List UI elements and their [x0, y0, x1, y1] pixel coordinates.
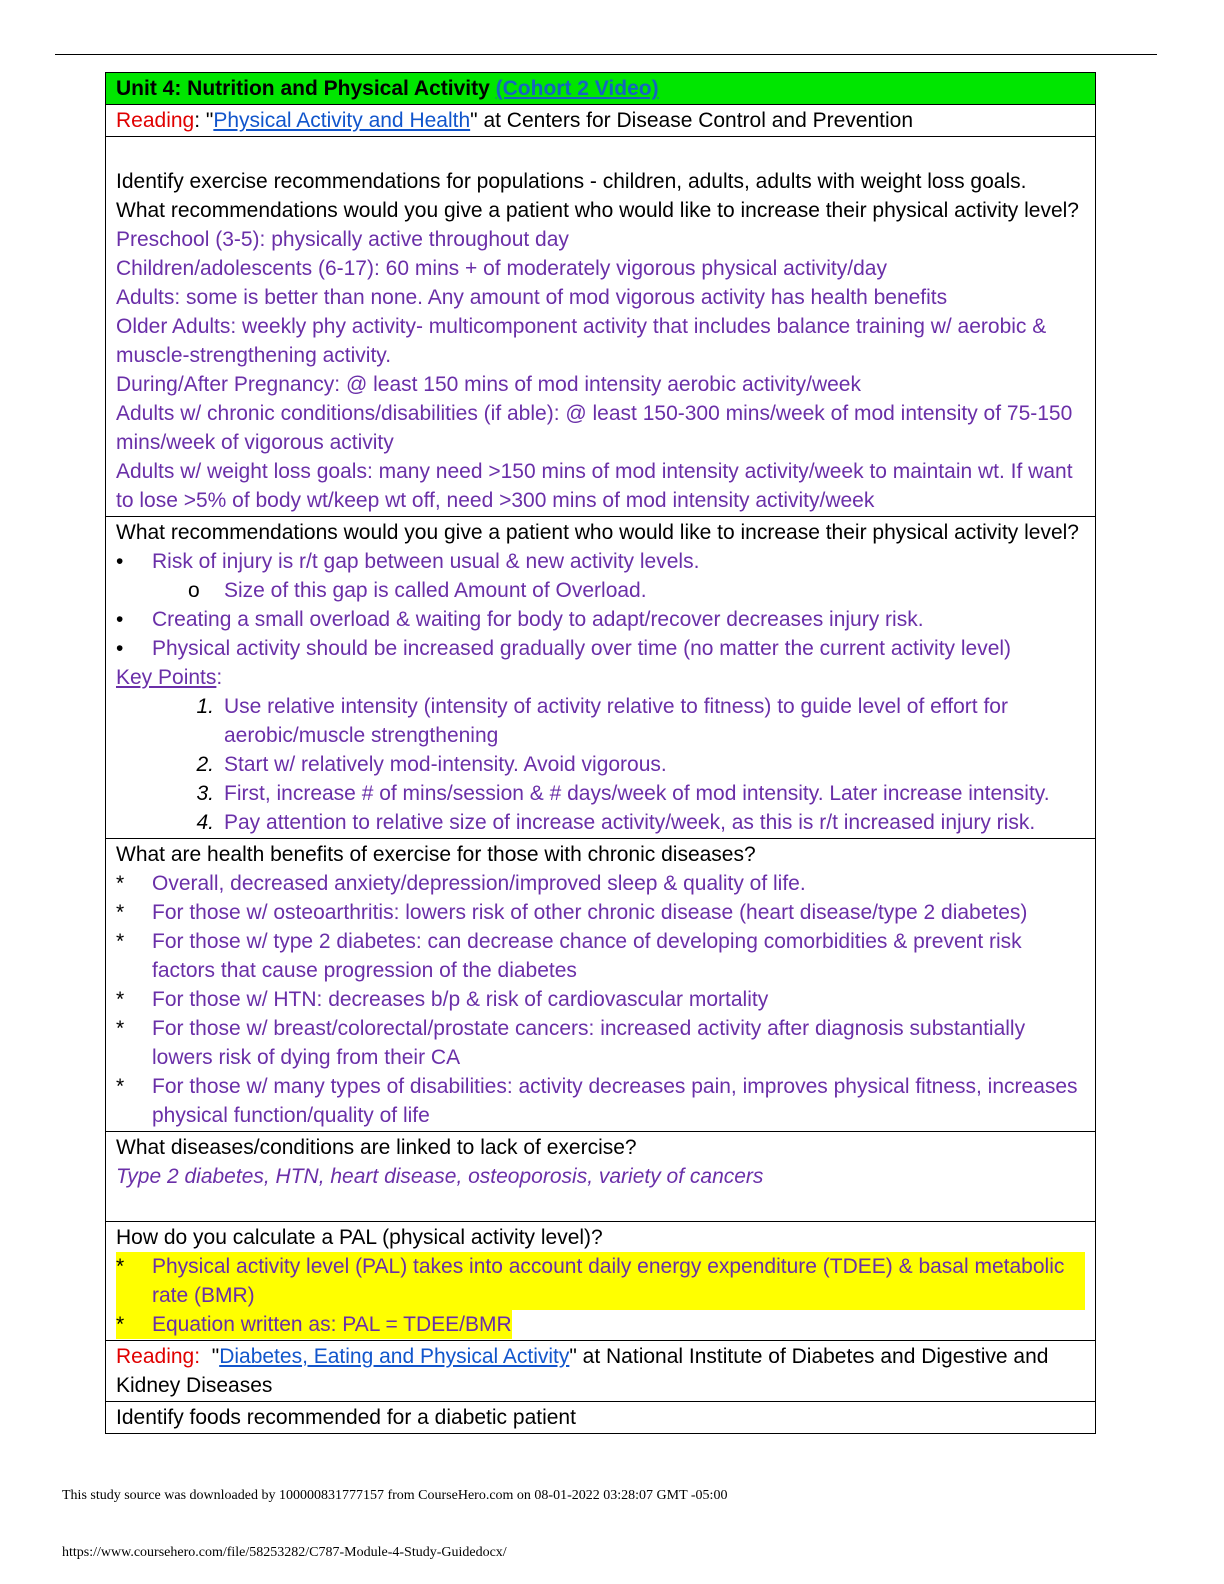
key-point-item [116, 779, 1085, 808]
answer-text: Type 2 diabetes, HTN, heart disease, osteoporosis, variety of cancers [116, 1165, 764, 1188]
answer-text: Adults: some is better than none. Any amount of mod vigorous activity has health benefits [116, 286, 948, 309]
asterisk-marker: * [116, 1255, 125, 1278]
bullet-item [116, 547, 1085, 576]
sub-bullet-text: Size of this gap is called Amount of Overload. [224, 579, 647, 602]
benefit-text: For those w/ HTN: decreases b/p & risk of cardiovascular mortality [152, 988, 769, 1011]
study-guide-table [105, 72, 1096, 1434]
question-text: What diseases/conditions are linked to lack of exercise? [116, 1136, 637, 1159]
answer-text: Older Adults: weekly phy activity- multicomponent activity that includes balance training w/ aerobic & muscle-strengthening activity. [116, 315, 1047, 367]
key-point-text: Pay attention to relative size of increase activity/week, as this is r/t increased injury risk. [224, 811, 1036, 834]
question-text: Identify foods recommended for a diabetic patient [116, 1406, 576, 1429]
reading-source: " at Centers for Disease Control and Prevention [470, 109, 914, 132]
bullet-marker: • [116, 608, 124, 631]
answer-text: Adults w/ chronic conditions/disabilities (if able): @ least 150-300 mins/week of mod intensity of 75-150 mins/week of vigorous activity [116, 402, 1073, 454]
benefit-item [116, 1072, 1085, 1130]
asterisk-marker: * [116, 1017, 125, 1040]
bullet-marker: • [116, 637, 124, 660]
pal-highlight [116, 1310, 512, 1339]
key-point-item [116, 750, 1085, 779]
unit-header-row [106, 73, 1096, 105]
asterisk-marker: * [116, 901, 125, 924]
unit-header-cell [106, 73, 1096, 105]
pal-cell [106, 1222, 1096, 1341]
asterisk-marker: * [116, 1075, 125, 1098]
reading-label: Reading [116, 109, 195, 132]
bullet-item [116, 605, 1085, 634]
key-points-heading [116, 663, 1085, 692]
reading-sep: : " [194, 109, 214, 132]
benefit-item [116, 1014, 1085, 1072]
benefit-text: For those w/ osteoarthritis: lowers risk of other chronic disease (heart disease/type 2 diabetes) [152, 901, 1028, 924]
exercise-recommendations-cell [106, 137, 1096, 517]
diseases-cell [106, 1132, 1096, 1222]
sub-bullet-item [116, 576, 1085, 605]
reading-row-1 [106, 105, 1096, 137]
asterisk-marker: * [116, 988, 125, 1011]
bullet-item [116, 634, 1085, 663]
download-note: This study source was downloaded by 100000831777157 from CourseHero.com on 08-01-2022 03:28:07 GMT -05:00 [62, 1488, 728, 1503]
key-points-colon: : [216, 666, 223, 689]
reading-source: " at National Institute of Diabetes and Digestive and Kidney Diseases [116, 1345, 1049, 1397]
source-url[interactable]: https://www.coursehero.com/file/58253282/C787-Module-4-Study-Guidedocx/ [62, 1545, 507, 1560]
increase-activity-cell [106, 517, 1096, 839]
exercise-recommendations-row [106, 137, 1096, 517]
benefit-item [116, 898, 1085, 927]
answer-text: Children/adolescents (6-17): 60 mins + of moderately vigorous physical activity/day [116, 257, 887, 280]
increase-activity-row [106, 517, 1096, 839]
reading-label: Reading: [116, 1345, 201, 1368]
question-text: Identify exercise recommendations for populations - children, adults, adults with weight loss goals. [116, 170, 1027, 193]
key-point-item [116, 808, 1085, 837]
answer-text: Adults w/ weight loss goals: many need >150 mins of mod intensity activity/week to maintain wt. If want to lose >5% of body wt/keep wt off, need >300 mins of mod intensity activity/week [116, 460, 1073, 512]
key-point-text: First, increase # of mins/session & # days/week of mod intensity. Later increase intensity. [224, 782, 1050, 805]
pal-item [116, 1252, 1085, 1310]
bullet-marker: • [116, 550, 124, 573]
blank-line [116, 138, 1085, 167]
foods-row [106, 1402, 1096, 1434]
question-text: What recommendations would you give a patient who would like to increase their physical activity level? [116, 199, 1079, 222]
pal-text: Equation written as: PAL = TDEE/BMR [152, 1313, 512, 1336]
foods-cell [106, 1402, 1096, 1434]
reading-cell-2 [106, 1341, 1096, 1402]
diseases-row [106, 1132, 1096, 1222]
benefit-text: For those w/ type 2 diabetes: can decrease chance of developing comorbidities & prevent risk factors that cause progression of the diabetes [152, 930, 1022, 982]
pal-row [106, 1222, 1096, 1341]
key-point-number: 1. [196, 695, 214, 718]
key-point-text: Use relative intensity (intensity of activity relative to fitness) to guide level of effort for aerobic/muscle strengthening [224, 695, 1008, 747]
pal-item [116, 1310, 1085, 1339]
cohort-video-link[interactable]: (Cohort 2 Video) [495, 77, 659, 100]
reading-sep: " [200, 1345, 220, 1368]
key-points-label: Key Points [116, 666, 217, 689]
question-text: What recommendations would you give a patient who would like to increase their physical activity level? [116, 521, 1079, 544]
question-text: How do you calculate a PAL (physical activity level)? [116, 1226, 603, 1249]
benefit-text: For those w/ breast/colorectal/prostate cancers: increased activity after diagnosis substantially lowers risk of dying from their CA [152, 1017, 1026, 1069]
top-rule [55, 54, 1157, 55]
bullet-text: Physical activity should be increased gradually over time (no matter the current activity level) [152, 637, 1012, 660]
pal-text: Physical activity level (PAL) takes into account daily energy expenditure (TDEE) & basal metabolic rate (BMR) [152, 1255, 1065, 1307]
asterisk-marker: * [116, 930, 125, 953]
answer-text: During/After Pregnancy: @ least 150 mins of mod intensity aerobic activity/week [116, 373, 861, 396]
asterisk-marker: * [116, 872, 125, 895]
benefit-item [116, 869, 1085, 898]
reading-cell-1 [106, 105, 1096, 137]
bullet-text: Risk of injury is r/t gap between usual & new activity levels. [152, 550, 700, 573]
health-benefits-cell [106, 839, 1096, 1132]
benefit-item [116, 985, 1085, 1014]
physical-activity-health-link[interactable]: Physical Activity and Health [213, 109, 471, 132]
key-point-text: Start w/ relatively mod-intensity. Avoid vigorous. [224, 753, 667, 776]
asterisk-marker: * [116, 1313, 125, 1336]
key-point-item [116, 692, 1085, 750]
question-text: What are health benefits of exercise for those with chronic diseases? [116, 843, 756, 866]
benefit-item [116, 927, 1085, 985]
sub-bullet-marker: o [188, 579, 200, 602]
benefit-text: For those w/ many types of disabilities: activity decreases pain, improves physical fitness, increases physical function/quality of life [152, 1075, 1078, 1127]
key-point-number: 4. [196, 811, 214, 834]
answer-text: Preschool (3-5): physically active throughout day [116, 228, 569, 251]
reading-row-2 [106, 1341, 1096, 1402]
benefit-text: Overall, decreased anxiety/depression/improved sleep & quality of life. [152, 872, 806, 895]
blank-line [116, 1191, 1085, 1220]
key-point-number: 2. [196, 753, 214, 776]
health-benefits-row [106, 839, 1096, 1132]
key-point-number: 3. [196, 782, 214, 805]
unit-title: Unit 4: Nutrition and Physical Activity [116, 77, 490, 100]
bullet-text: Creating a small overload & waiting for body to adapt/recover decreases injury risk. [152, 608, 924, 631]
diabetes-eating-link[interactable]: Diabetes, Eating and Physical Activity [219, 1345, 570, 1368]
